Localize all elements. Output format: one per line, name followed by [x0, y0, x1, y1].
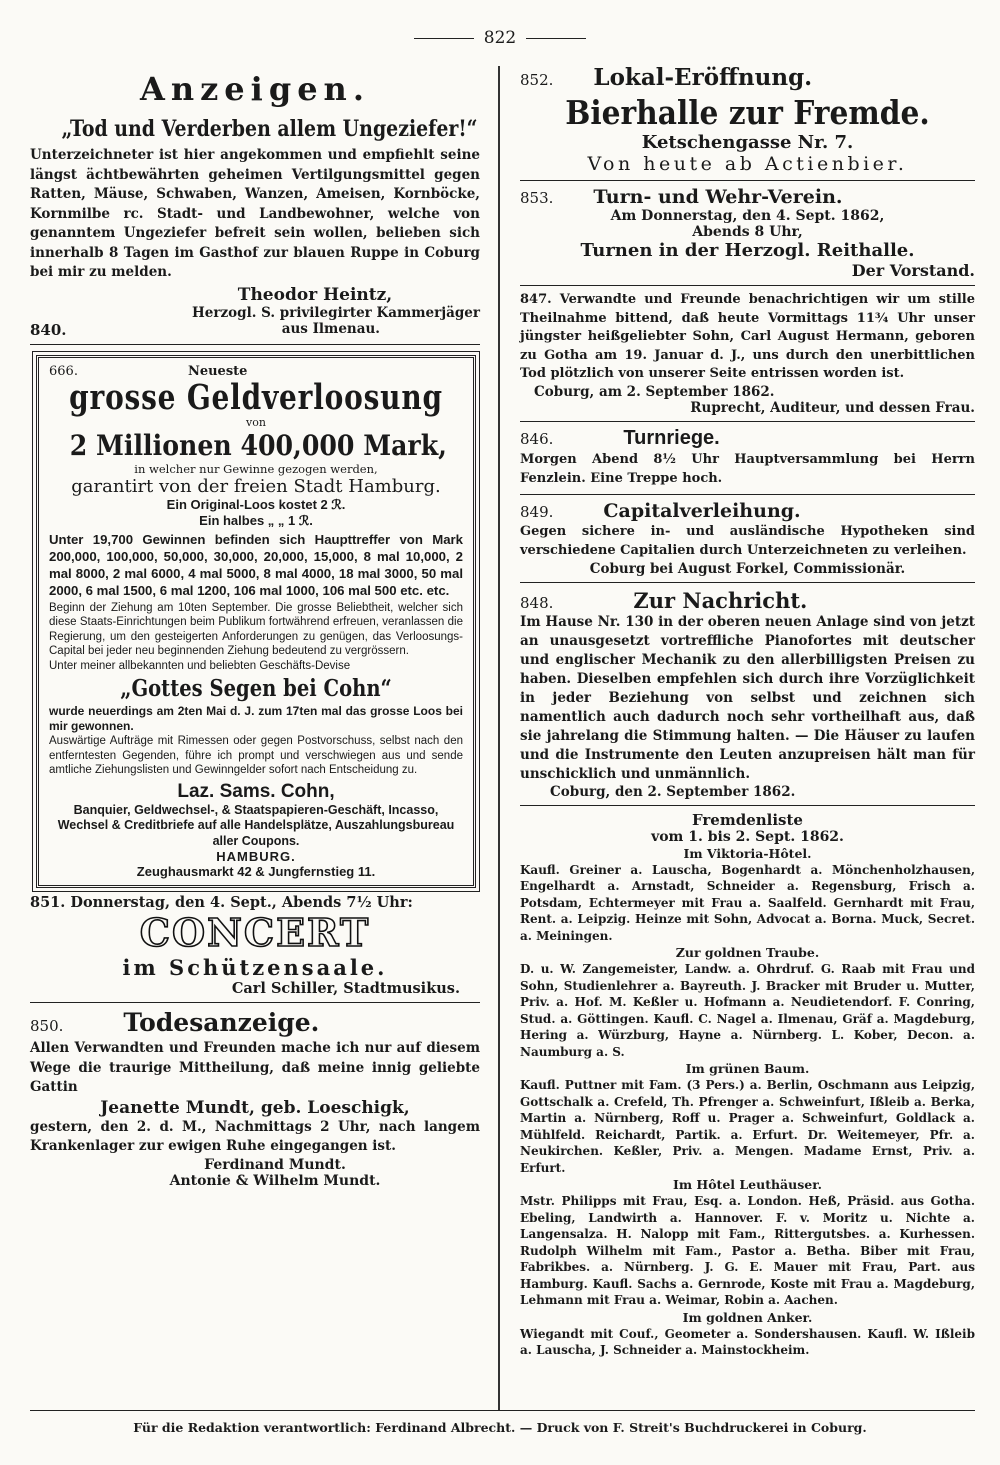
fremdenliste-section-head: Zur goldnen Traube.	[675, 945, 820, 960]
page-number-text: 822	[483, 28, 517, 48]
ad-852-name: Bierhalle zur Fremde.	[565, 93, 930, 132]
ad-850-number: 850.	[30, 1017, 64, 1035]
ad-853-l1: Am Donnerstag, den 4. Sept. 1862,	[610, 208, 885, 224]
ad-853-l2: Abends 8 Uhr,	[692, 224, 803, 240]
ad-853-l3: Turnen in der Herzogl. Reithalle.	[580, 240, 915, 261]
ad-840-signer-place: aus Ilmenau.	[281, 320, 380, 337]
fremdenliste-title: Fremdenliste	[692, 810, 803, 829]
divider	[520, 494, 975, 495]
fremdenliste-section-text: D. u. W. Zangemeister, Landw. a. Ohrdruf. G. Raab mit Frau und Sohn, Studienlehrer a. Bayreuth. J. Bracker mit Bruder u. Mutter, Priv. a. Hof. M. Keßler u. Hofmann a. Neudietendorf. F. Conring, Stud. a. Göttingen. Kaufl. C. Nagel a. Ilmenau, Gräf a. Magdeburg, Hering a. Würzburg, Hayne a. Nürnberg. L. Kober, Decon. a. Naumburg a. S.	[520, 962, 975, 1059]
ad-852	[520, 64, 975, 175]
ad-852-addr: Ketschengasse Nr. 7.	[641, 132, 854, 153]
ad-852-number: 852.	[520, 71, 554, 89]
ad-848-date: Coburg, den 2. September 1862.	[550, 783, 796, 800]
left-column	[30, 64, 480, 1189]
ad-666-loos2: Ein halbes „ „ 1 ℛ.	[199, 512, 313, 528]
ad-666-address: Zeughausmarkt 42 & Jungfernstieg 11.	[136, 864, 376, 879]
ad-847	[520, 291, 975, 416]
ad-851-line: 851. Donnerstag, den 4. Sept., Abends 7½ Uhr:	[30, 894, 413, 911]
ad-666-loos1: Ein Original-Loos kostet 2 ℛ.	[166, 496, 346, 512]
ad-847-sign: Ruprecht, Auditeur, und dessen Frau.	[690, 399, 975, 416]
ad-849-body: Gegen sichere in- und ausländische Hypotheken sind verschiedene Capitalien durch Unterzeichneten zu verleihen.	[520, 523, 975, 558]
ad-849-sign: Coburg bei August Forkel, Commissionär.	[589, 560, 906, 577]
ad-848-number: 848.	[520, 593, 554, 612]
ad-848-title: Zur Nachricht.	[633, 587, 808, 613]
ad-850-body: Allen Verwandten und Freunden mache ich nur auf diesem Wege die traurige Mittheilung, daß meine innig geliebte Gattin	[30, 1040, 480, 1095]
ad-666-line2: garantirt von der freien Stadt Hamburg.	[71, 475, 441, 497]
ad-840-signer-title: Herzogl. S. privilegirter Kammerjäger	[192, 304, 480, 321]
divider	[520, 285, 975, 286]
ad-666-firm-desc: Banquier, Geldwechsel-, & Staatspapieren-Geschäft, Incasso, Wechsel & Creditbriefe auf alle Handelsplätze, Auszahlungsbureau aller Coupons.	[57, 802, 455, 848]
ad-666-city: HAMBURG.	[216, 849, 296, 864]
ad-848	[520, 588, 975, 800]
footer-rule	[30, 1410, 975, 1411]
ad-848-body: Im Hause Nr. 130 in der oberen neuen Anlage sind von jetzt an unausgesetzt vortreffliche Pianofortes mit deutscher und englischer Mechanik zu den allerbilligsten Preisen zu haben. Dieselben empfehlen sich durch ihre Vorzüglichkeit in jeder Beziehung von selbst und zeichnen sich namentlich auch dadurch noch sehr vortheilhaft aus, daß sie jahrelang die Stimmung halten. — Die Häuser zu laufen und die Instrumente den Leuten anzupreisen hält man für unschicklich und unmännlich.	[520, 613, 975, 782]
ad-666-devise: „Gottes Segen bei Cohn“	[120, 675, 392, 702]
ad-840-body: Unterzeichneter ist hier angekommen und empfiehlt seine längst ächtbewährten geheimen Vertilgungsmittel gegen Ratten, Mäuse, Schwaben, Wanzen, Ameisen, Kornböcke, Kornmilbe rc. Stadt- und Landbewohner, welche von genanntem Ungeziefer befreit sein wollen, belieben sich innerhalb 8 Tagen im Gasthof zur blauen Ruppe in Coburg bei mir zu melden.	[30, 147, 480, 280]
column-divider	[498, 66, 500, 1411]
ad-846-title: Turnriege.	[623, 426, 720, 449]
ad-840-number: 840.	[30, 320, 67, 339]
ad-666-title: grosse Geldverloosung	[69, 376, 443, 418]
ad-666-line1: in welcher nur Gewinne gezogen werden,	[134, 461, 378, 476]
ad-849-number: 849.	[520, 502, 554, 521]
ad-851-concert-title: CONCERT	[139, 910, 371, 955]
ad-851-signer: Carl Schiller, Stadtmusikus.	[231, 980, 460, 997]
right-column	[520, 64, 975, 1359]
divider	[520, 805, 975, 806]
ad-846-body: Morgen Abend 8½ Uhr Hauptversammlung bei Herrn Fenzlein. Eine Treppe hoch.	[520, 451, 975, 486]
fremdenliste-section-text: Mstr. Philipps mit Frau, Esq. a. London. Heß, Präsid. aus Gotha. Ebeling, Landwirth a. Hannover. F. v. Moritz u. Nichte a. Langensalza. H. Nalopp mit Fam., Rittergutsbes. a. Kurhessen. Rudolph Wilhelm mit Fam., Pastor a. Betha. Biber mit Frau, Fabrikbes. a. Nürnberg. J. G. E. Mauer mit Frau, Part. aus Hamburg. Kaufl. Sachs a. Gernrode, Koste mit Frau a. Magdeburg, Lehmann mit Frau a. Weimar, Robin a. Aachen.	[520, 1194, 975, 1307]
ad-666-para1: Beginn der Ziehung am 10ten September. Die grosse Beliebtheit, welcher sich diese Staats-Einrichtungen beim Publikum fortwährend erfreuen, veranlassen die Regierung, um den gesteigerten Anforderungen zu genügen, das Verloosungs-Capital bei jeder neu beginnenden Ziehung bedeutend zu vergrössern.	[49, 601, 463, 657]
ad-847-date: Coburg, am 2. September 1862.	[534, 383, 775, 400]
ad-850-sign2: Antonie & Wilhelm Mundt.	[169, 1172, 381, 1189]
ad-666-para4: Auswärtige Aufträge mit Rimessen oder gegen Postvorschuss, selbst nach den entferntesten Gegenden, führe ich prompt und verschwiegen aus und sende amtliche Ziehungslisten und Gewinngelder sofort nach Entscheidung zu.	[49, 735, 463, 776]
ad-853-sign: Der Vorstand.	[851, 261, 975, 280]
divider	[520, 180, 975, 181]
page-number	[0, 28, 1000, 48]
divider	[520, 582, 975, 583]
divider	[30, 344, 480, 345]
ad-840-title: „Tod und Verderben allem Ungeziefer!“	[61, 116, 478, 142]
ad-666-para3: wurde neuerdings am 2ten Mai d. J. zum 17ten mal das grosse Loos bei mir gewonnen.	[49, 704, 463, 733]
ad-852-line: Von heute ab Actienbier.	[587, 153, 908, 175]
divider	[520, 421, 975, 422]
fremdenliste-section-head: Im goldnen Anker.	[682, 1309, 813, 1325]
ad-840-signer: Theodor Heintz,	[237, 284, 393, 305]
ad-853-title: Turn- und Wehr-Verein.	[593, 186, 843, 208]
divider	[30, 1002, 480, 1003]
ad-851-venue: im Schützensaale.	[122, 955, 388, 980]
section-header: Anzeigen.	[140, 70, 370, 108]
ad-666-prizes: Unter 19,700 Gewinnen befinden sich Haupttreffer von Mark 200,000, 100,000, 50,000, 30,000, 20,000, 15,000, 8 mal 10,000, 2 mal 8000, 2 mal 6000, 4 mal 5000, 8 mal 4000, 18 mal 3000, 50 mal 2000, 6 mal 1500, 6 mal 1200, 106 mal 1000, 106 mal 500 etc. etc.	[49, 531, 463, 598]
ad-850-title: Todesanzeige.	[123, 1008, 320, 1037]
ad-666-amount: 2 Millionen 400,000 Mark,	[69, 428, 447, 462]
imprint-footer: Für die Redaktion verantwortlich: Ferdinand Albrecht. — Druck von F. Streit's Buchdruckerei in Coburg.	[133, 1420, 867, 1435]
fremdenliste-subtitle: vom 1. bis 2. Sept. 1862.	[651, 828, 844, 845]
ad-849	[520, 500, 975, 577]
ad-666-lottery	[36, 355, 476, 889]
ad-840	[30, 116, 480, 339]
ad-853-number: 853.	[520, 189, 554, 207]
fremdenliste-section-head: Im Viktoria-Hôtel.	[683, 845, 812, 861]
ad-849-title: Capitalverleihung.	[603, 499, 801, 522]
fremdenliste-section-text: Wiegandt mit Couf., Geometer a. Sondershausen. Kaufl. W. Ißleib a. Lauscha, J. Schneider a. Mainstockheim.	[520, 1326, 975, 1357]
fremdenliste-section-text: Kaufl. Greiner a. Lauscha, Bogenhardt a. Mönchenholzhausen, Engelhardt a. Arnstadt, Schneider a. Regensburg, Frisch a. Potsdam, Echtermeyer mit Frau a. Saalfeld. Gernhardt mit Frau, Rent. a. Leipzig. Heinze mit Sohn, Advocat a. Borna. Muck, Secret. a. Meiningen.	[520, 862, 975, 943]
ad-847-body: 847. Verwandte und Freunde benachrichtigen wir um stille Theilnahme bittend, daß heute Vormittags 11¾ Uhr unser jüngster heißgeliebter Sohn, Carl August Hermann, geboren zu Gotha am 19. Januar d. J., uns durch den unerbittlichen Tod plötzlich von unserer Seite entrissen worden ist.	[520, 292, 975, 381]
ad-852-title: Lokal-Eröffnung.	[593, 64, 813, 91]
ad-666-neueste: Neueste	[187, 363, 248, 379]
fremdenliste-section-head: Im grünen Baum.	[685, 1061, 810, 1076]
ad-666-para2: Unter meiner allbekannten und beliebten Geschäfts-Devise	[49, 659, 351, 672]
fremdenliste-section-text: Kaufl. Puttner mit Fam. (3 Pers.) a. Berlin, Oschmann aus Leipzig, Gottschalk a. Crefeld, Th. Pfrenger a. Schweinfurt, Ißleib a. Berka, Martin a. Nürnberg, Roff u. Prager a. Schweinfurt, Goldlack a. Mühlfeld. Reichardt, Partik. a. Erfurt. Dr. Weitemeyer, Pfr. a. Neukirchen. Keßler, Priv. a. Mengen. Madame Ernst, Priv. a. Erfurt.	[520, 1078, 975, 1175]
ad-853	[520, 186, 975, 280]
ad-851-concert	[30, 894, 480, 997]
fremdenliste	[520, 811, 975, 1359]
ad-850-body2: gestern, den 2. d. M., Nachmittags 2 Uhr, nach langem Krankenlager zur ewigen Ruhe eingegangen ist.	[30, 1118, 480, 1154]
ad-666-firm: Laz. Sams. Cohn,	[177, 780, 335, 802]
ad-850-name: Jeanette Mundt, geb. Loeschigk,	[100, 1097, 410, 1118]
ad-846-number: 846.	[520, 429, 554, 448]
ad-850-sign1: Ferdinand Mundt.	[204, 1156, 346, 1173]
ad-666-von: von	[246, 415, 266, 429]
fremdenliste-section-head: Im Hôtel Leuthäuser.	[672, 1177, 823, 1192]
ad-846	[520, 427, 975, 489]
ad-850-death-notice	[30, 1008, 480, 1189]
ad-666-number: 666.	[49, 363, 78, 379]
